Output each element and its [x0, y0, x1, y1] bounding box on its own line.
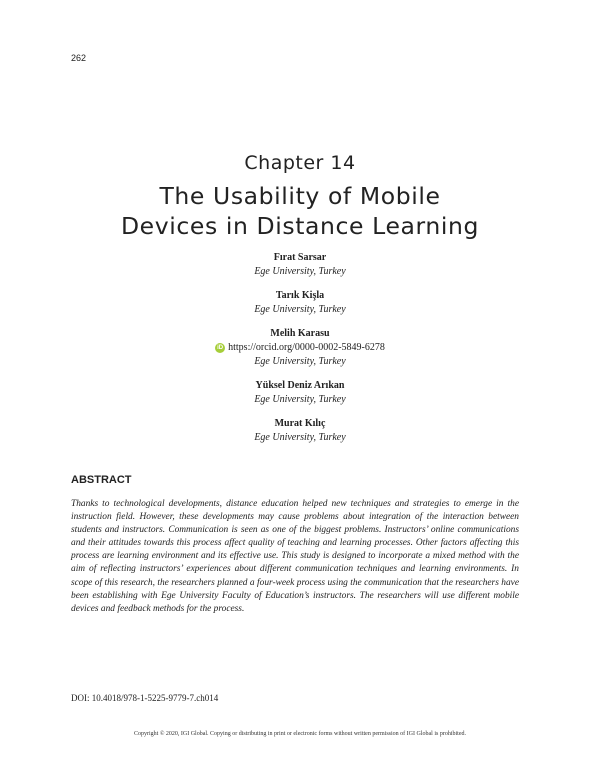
author-block	[0, 327, 600, 369]
abstract-body: Thanks to technological developments, distance education helped new techniques and strategies to emerge in the instruction field. However, these developments may cause problems about integration of the interaction between students and instructors. Communication is seen as one of the biggest problems. Instructors’ online communications and their attitudes towards this process affect quality of teaching and learning processes. Other factors affecting this process are learning environment and its effective use. This study is designed to incorporate a mixed method with the aim of reflecting instructors’ experiences about different communication techniques and learning environments. In scope of this research, the researchers planned a four-week process using the communication that the researchers have been establishing with Ege University Faculty of Education’s instructors. The researchers will use different mobile devices and feedback methods for the process.	[71, 499, 519, 614]
author-block	[0, 379, 600, 407]
author-name: Fırat Sarsar	[273, 252, 327, 263]
author-block	[0, 251, 600, 279]
abstract-heading: ABSTRACT	[71, 474, 132, 486]
orcid-icon: iD	[217, 345, 224, 351]
author-affiliation: Ege University, Turkey	[254, 266, 346, 277]
author-list	[0, 251, 600, 455]
orcid-line	[0, 341, 600, 355]
chapter-label: Chapter 14	[244, 152, 356, 174]
author-name: Murat Kılıç	[274, 418, 326, 429]
author-affiliation: Ege University, Turkey	[254, 432, 346, 443]
chapter-title-line-1: The Usability of Mobile	[159, 182, 441, 210]
chapter-title	[0, 181, 600, 241]
author-name: Yüksel Deniz Arıkan	[255, 380, 345, 391]
copyright-notice: Copyright © 2020, IGI Global. Copying or distributing in print or electronic forms without written permission of IGI Global is prohibited.	[133, 731, 466, 737]
doi: DOI: 10.4018/978-1-5225-9779-7.ch014	[71, 693, 219, 703]
author-affiliation: Ege University, Turkey	[254, 394, 346, 405]
author-block	[0, 417, 600, 445]
author-name: Tarık Kişla	[275, 290, 325, 301]
orcid-link[interactable]: https://orcid.org/0000-0002-5849-6278	[228, 342, 385, 353]
author-affiliation: Ege University, Turkey	[254, 356, 346, 367]
page-number: 262	[71, 53, 87, 63]
author-name: Melih Karasu	[270, 328, 330, 339]
author-block	[0, 289, 600, 317]
chapter-title-line-2: Devices in Distance Learning	[120, 212, 480, 240]
author-affiliation: Ege University, Turkey	[254, 304, 346, 315]
